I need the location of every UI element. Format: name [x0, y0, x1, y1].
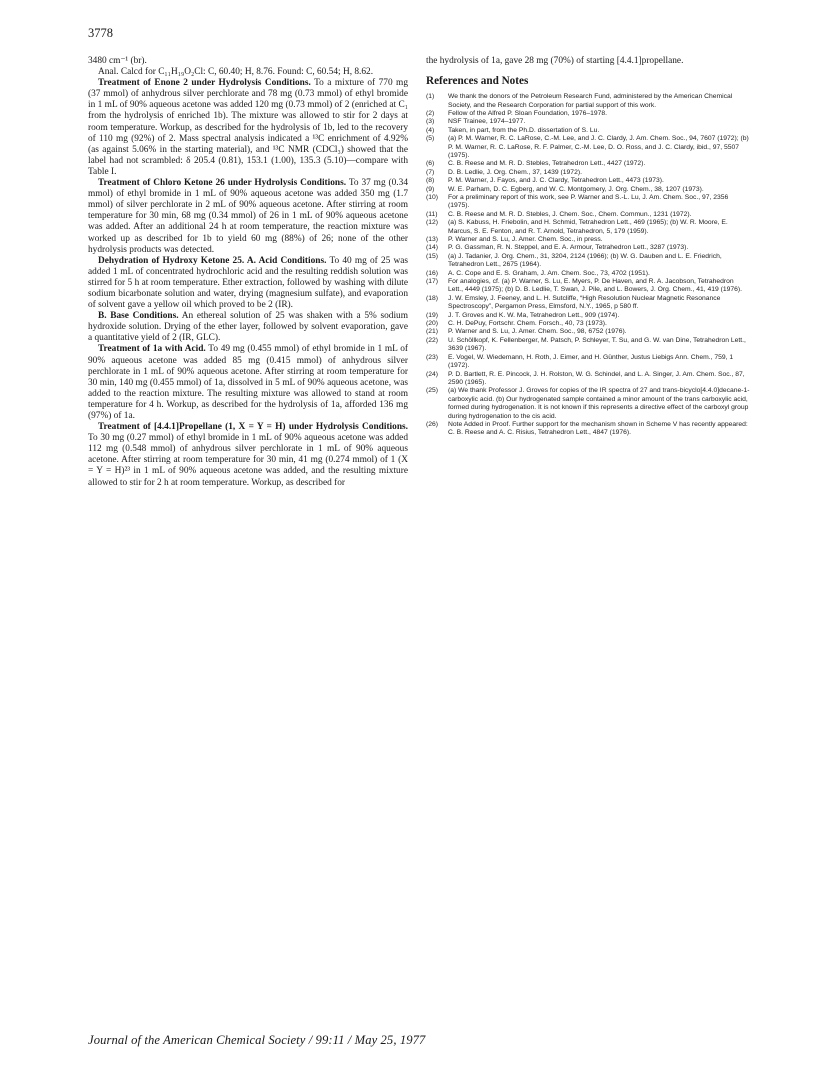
paragraph-text: To a mixture of 770 mg (37 mmol) of anhydrous silver perchlorate and 78 mg (0.73 mmol) of ethyl bromide in 1 mL of 90% aqueous acetone was added 120 mg (0.73 mmol) of 2 (enriched at C₁ from the hydrolysis of enriched 1b). The mixture was allowed to stir for 2 days at room temperature. Workup, as described for the hydrolysis of 1b, led to the recovery of 110 mg (92%) of 2. Mass spectral analysis indicated a ¹³C enrichment of 4.92% (as against 5.06% in the starting material), and ¹³C NMR (CDCl₃) showed that the label had not scrambled: δ 205.4 (0.81), 153.1 (1.00), 135.3 (5.10)—compare with Table I.: [88, 78, 408, 177]
paragraph-text: To 37 mg (0.34 mmol) of ethyl bromide in 1 mL of 90% aqueous acetone was added 350 mg (1.7 mmol) of silver perchlorate in 2 mL of 90% aqueous acetone. After stirring at room temperature for 30 min, 68 mg (0.34 mmol) of 26 in 1 mL of 90% aqueous acetone was added. After an additional 24 h at room temperature, the reaction mixture was worked up as described for 1b to yield 60 mg (88%) of 26; none of the other hydrolysis products was detected.: [88, 178, 408, 255]
paragraph-text: To 30 mg (0.27 mmol) of ethyl bromide in 1 mL of 90% aqueous acetone was added 112 mg (0.548 mmol) of anhydrous silver perchlorate in 1 mL of 90% aqueous acetone. After stirring at room temperature for 30 min, 41 mg (0.274 mmol) of 1 (X = Y = H)²³ in 1 mL of 90% aqueous acetone was added, and the resulting mixture allowed to stir for 2 h at room temperature. Workup, as described for: [88, 433, 408, 488]
reference-text: P. G. Gassman, R. N. Steppel, and E. A. Armour, Tetrahedron Lett., 3287 (1973).: [448, 244, 689, 252]
reference-text: We thank the donors of the Petroleum Research Fund, administered by the American Chemical Society, and the Research Corporation for partial support of this work.: [448, 93, 733, 109]
reference-number: (9): [426, 185, 435, 193]
reference-text: (a) S. Kabuss, H. Friebolin, and H. Schmid, Tetrahedron Lett., 469 (1965); (b) W. R. Moore, E. Marcus, S. E. Fenton, and R. T. Arnold, Tetrahedron, 5, 179 (1959).: [448, 219, 728, 235]
journal-footer: Journal of the American Chemical Society / 99:11 / May 25, 1977: [88, 1033, 426, 1047]
right-column: [426, 56, 750, 438]
reference-item: [426, 110, 750, 118]
reference-text: C. B. Reese and M. R. D. Stebles, Tetrahedron Lett., 4427 (1972).: [448, 160, 646, 168]
reference-number: (17): [426, 278, 439, 286]
reference-item: [426, 295, 750, 312]
reference-number: (24): [426, 370, 439, 378]
reference-number: (15): [426, 252, 439, 260]
reference-number: (1): [426, 93, 435, 101]
reference-item: [426, 194, 750, 211]
body-paragraph: [88, 311, 408, 344]
reference-number: (5): [426, 135, 435, 143]
reference-number: (6): [426, 160, 435, 168]
reference-text: C. H. DePuy, Fortschr. Chem. Forsch., 40, 73 (1973).: [448, 320, 607, 328]
reference-item: [426, 211, 750, 219]
reference-item: [426, 135, 750, 160]
reference-item: [426, 186, 750, 194]
reference-item: [426, 270, 750, 278]
reference-text: Fellow of the Alfred P. Sloan Foundation, 1976–1978.: [448, 109, 607, 117]
reference-number: (2): [426, 109, 435, 117]
body-paragraph: [88, 178, 408, 256]
reference-item: [426, 328, 750, 336]
reference-number: (13): [426, 236, 439, 243]
reference-text: P. Warner and S. Lu, J. Amer. Chem. Soc., 98, 6752 (1976).: [448, 328, 627, 336]
reference-item: [426, 169, 750, 177]
reference-number: (23): [426, 353, 439, 361]
reference-text: (a) P. M. Warner, R. C. LaRose, C.-M. Lee, and J. C. Clardy, J. Am. Chem. Soc., 94, 7607 (1972); (b) P. M. Warner, R. C. LaRose, R. F. Palmer, C.-M. Lee, D. O. Ross, and J. C. Clardy, ibid., 97, 5507 (1975).: [448, 135, 749, 159]
paragraph-text: 3480 cm⁻¹ (br).: [88, 56, 147, 66]
reference-text: C. B. Reese and M. R. D. Stebles, J. Chem. Soc., Chem. Commun., 1231 (1972).: [448, 210, 692, 218]
reference-text: J. W. Emsley, J. Feeney, and L. H. Sutcliffe, “High Resolution Nuclear Magnetic Resonance Spectroscopy”, Pergamon Press, Elmsford, N.Y., 1965, p 580 ff.: [448, 294, 721, 311]
reference-number: (4): [426, 126, 435, 134]
reference-text: (a) J. Tadanier, J. Org. Chem., 31, 3204, 2124 (1966); (b) W. G. Dauben and L. E. Friedrich, Tetrahedron Lett., 2675 (1964).: [448, 252, 722, 269]
reference-item: [426, 312, 750, 320]
reference-text: Taken, in part, from the Ph.D. dissertation of S. Lu.: [448, 126, 600, 134]
paragraph-text: To 49 mg (0.455 mmol) of ethyl bromide in 1 mL of 90% aqueous acetone was added 85 mg (0.415 mmol) of anhydrous silver perchlorate in 1 mL of 90% aqueous acetone. After stirring at room temperature for 30 min, 140 mg (0.455 mmol) of 1a, dissolved in 5 mL of 90% aqueous acetone, was added to the reaction mixture. The resulting mixture was allowed to stand at room temperature for 4 h. Workup, as described for the hydrolysis of 1a, afforded 136 mg (97%) of 1a.: [88, 344, 408, 421]
reference-text: P. M. Warner, J. Fayos, and J. C. Clardy, Tetrahedron Lett., 4473 (1973).: [448, 177, 664, 185]
reference-item: [426, 127, 750, 135]
reference-number: (14): [426, 244, 439, 252]
left-column: [88, 56, 408, 489]
body-paragraph: [88, 344, 408, 422]
reference-number: (26): [426, 420, 439, 428]
reference-item: [426, 236, 750, 244]
reference-number: (10): [426, 193, 439, 201]
reference-item: [426, 371, 750, 388]
reference-item: [426, 421, 750, 438]
reference-number: (19): [426, 311, 439, 319]
reference-item: [426, 177, 750, 185]
reference-text: (a) We thank Professor J. Groves for copies of the IR spectra of 27 and trans-bicyclo[4.4.0]decane-1-carboxylic acid. (b) Our hydrogenated sample contained a minor amount of the trans carboxylic acid, formed during hydrogenation. It is not known if this represents a directive effect of the carboxyl group during hydrogenation to the cis acid.: [448, 387, 750, 420]
reference-text: For a preliminary report of this work, see P. Warner and S.-L. Lu, J. Am. Chem. Soc., 97, 2356 (1975).: [448, 193, 729, 210]
paragraph-heading: Treatment of Chloro Ketone 26 under Hydrolysis Conditions.: [98, 178, 347, 189]
reference-text: J. T. Groves and K. W. Ma, Tetrahedron Lett., 909 (1974).: [448, 311, 620, 319]
reference-text: A. C. Cope and E. S. Graham, J. Am. Chem. Soc., 73, 4702 (1951).: [448, 269, 650, 277]
references-heading: References and Notes: [426, 75, 529, 88]
reference-text: W. E. Parham, D. C. Egberg, and W. C. Montgomery, J. Org. Chem., 38, 1207 (1973).: [448, 185, 704, 193]
body-paragraph: [88, 422, 408, 489]
reference-text: For analogies, cf. (a) P. Warner, S. Lu, E. Myers, P. De Haven, and R. A. Jacobson, Tetrahedron Lett., 4449 (1975); (b) D. B. Ledlie, T. Swan, J. Pile, and L. Bowers, J. Org. Chem., 41, 419 (1976).: [448, 278, 743, 294]
reference-number: (22): [426, 336, 439, 344]
body-paragraph: [88, 78, 408, 178]
reference-text: U. Schöllkopf, K. Fellenberger, M. Patsch, P. Schleyer, T. Su, and G. W. van Dine, Tetrahedron Lett., 3639 (1967).: [448, 336, 746, 353]
body-paragraph: [88, 256, 408, 311]
paragraph-text: To 40 mg of 25 was added 1 mL of concentrated hydrochloric acid and the resulting reddish solution was stirred for 5 h at room temperature. Ether extraction, followed by washing with dilute sodium bicarbonate solution and water, drying (magnesium sulfate), and evaporation of solvent gave a yellow oil which proved to be 2 (IR).: [88, 255, 409, 311]
reference-item: [426, 320, 750, 328]
paragraph-heading: Treatment of [4.4.1]Propellane (1, X = Y = H) under Hydrolysis Conditions.: [98, 422, 408, 433]
paragraph-heading: Treatment of Enone 2 under Hydrolysis Conditions.: [98, 78, 311, 89]
page-number: 3778: [88, 26, 113, 40]
reference-item: [426, 160, 750, 168]
reference-number: (7): [426, 168, 435, 176]
reference-item: [426, 219, 750, 236]
reference-number: (16): [426, 269, 439, 277]
reference-item: [426, 253, 750, 270]
reference-number: (18): [426, 294, 439, 302]
reference-item: [426, 244, 750, 252]
reference-text: P. Warner and S. Lu, J. Amer. Chem. Soc., in press.: [448, 236, 603, 243]
paragraph-heading: Treatment of 1a with Acid.: [98, 344, 206, 355]
reference-number: (3): [426, 118, 435, 126]
reference-item: [426, 354, 750, 371]
reference-number: (25): [426, 387, 439, 395]
body-paragraph: [88, 56, 408, 67]
reference-text: P. D. Bartlett, R. E. Pincock, J. H. Rolston, W. G. Schindel, and L. A. Singer, J. Am. Chem. Soc., 87, 2590 (1965).: [448, 370, 745, 386]
paragraph-heading: B. Base Conditions.: [98, 311, 179, 322]
body-paragraph: [88, 67, 408, 78]
reference-number: (20): [426, 320, 439, 328]
reference-item: [426, 118, 750, 126]
paragraph-text: Anal. Calcd for C₁₁H₁₉O₂Cl: C, 60.40; H, 8.76. Found: C, 60.54; H, 8.62.: [98, 67, 374, 78]
reference-item: [426, 278, 750, 295]
paragraph-heading: Dehydration of Hydroxy Ketone 25. A. Acid Conditions.: [98, 255, 327, 266]
references-list: [426, 93, 750, 438]
reference-number: (8): [426, 177, 435, 185]
reference-number: (12): [426, 219, 439, 227]
reference-item: [426, 337, 750, 354]
reference-item: [426, 93, 750, 110]
reference-text: Note Added in Proof. Further support for the mechanism shown in Scheme V has recently appeared: C. B. Reese and A. C. Risius, Tetrahedron Lett., 4847 (1976).: [448, 420, 748, 437]
continuation-paragraph: the hydrolysis of 1a, gave 28 mg (70%) of starting [4.4.1]propellane.: [426, 56, 684, 66]
reference-item: [426, 387, 750, 421]
reference-text: D. B. Ledlie, J. Org. Chem., 37, 1439 (1972).: [448, 168, 582, 176]
reference-text: E. Vogel, W. Wiedemann, H. Roth, J. Eimer, and H. Günther, Justus Liebigs Ann. Chem., 759, 1 (1972).: [448, 353, 734, 370]
reference-number: (11): [426, 210, 438, 218]
reference-text: NSF Trainee, 1974–1977.: [448, 118, 526, 126]
reference-number: (21): [426, 328, 439, 336]
paragraph-text: An ethereal solution of 25 was shaken with a 5% sodium hydroxide solution. Drying of the ether layer, followed by solvent evaporation, gave a quantitative yield of 2 (IR, GLC).: [88, 311, 408, 344]
